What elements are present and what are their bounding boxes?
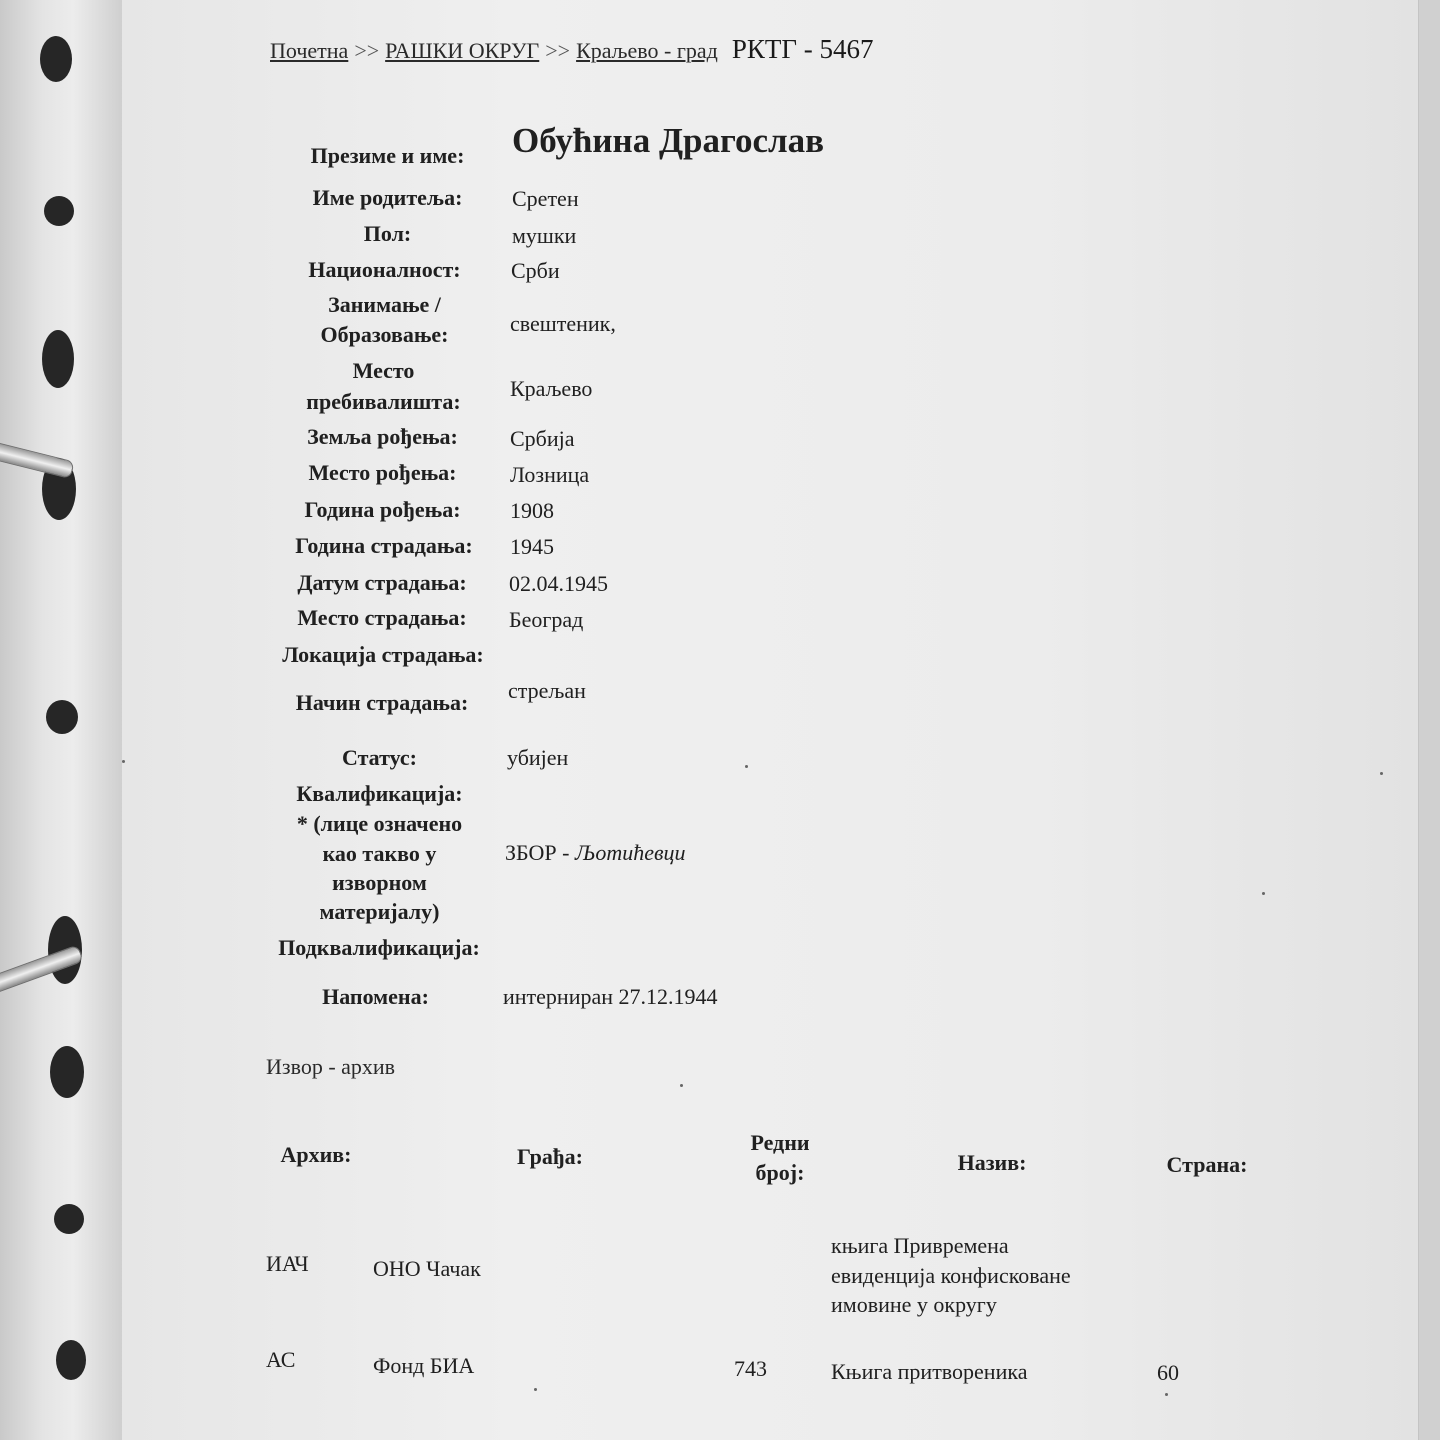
qualification-label-line5: материјалу): [319, 899, 440, 924]
birth-year-label: Година рођења:: [304, 497, 461, 522]
dust-speck: [680, 1084, 683, 1087]
qualification-label-line1: Квалификација:: [296, 781, 463, 806]
breadcrumb-separator: >>: [545, 38, 571, 63]
table-cell-archive: АС: [266, 1347, 296, 1372]
source-section-title: Извор - архив: [266, 1054, 396, 1079]
residence-value: Краљево: [510, 376, 593, 401]
status-label: Статус:: [341, 745, 418, 770]
breadcrumb: [270, 34, 873, 65]
parent-value: Сретен: [512, 186, 579, 211]
qualification-label-line3: као такво у: [322, 841, 437, 866]
punch-hole: [50, 1046, 84, 1098]
qualification-organisation: ЗБОР -: [505, 840, 575, 865]
residence-label-line2: пребивалишта:: [306, 389, 461, 414]
table-cell-name-line1: књига Привремена: [831, 1233, 1009, 1258]
surname-name-label: Презиме и име:: [310, 143, 465, 168]
dust-speck: [1380, 772, 1383, 775]
note-label: Напомена:: [322, 984, 429, 1009]
death-year-value: 1945: [510, 534, 554, 559]
column-header-page: Страна:: [1166, 1152, 1248, 1177]
dust-speck: [122, 760, 125, 763]
table-cell-name-line1: Књига притвореника: [831, 1359, 1028, 1384]
qualification-label-line2: * (лице означено: [296, 811, 463, 836]
record-code: РКТГ - 5467: [731, 34, 874, 64]
birth-country-label: Земља рођења:: [307, 424, 458, 449]
death-date-value: 02.04.1945: [509, 571, 608, 596]
death-manner-label: Начин страдања:: [295, 690, 469, 715]
punch-hole: [54, 1204, 84, 1234]
table-cell-name-line3: имовине у округу: [831, 1292, 997, 1317]
breadcrumb-home-link[interactable]: Почетна: [270, 38, 349, 63]
next-sheet-edge: [1418, 0, 1440, 1440]
birth-place-value: Лозница: [510, 462, 590, 487]
status-value: убијен: [507, 745, 569, 770]
death-place-label: Место страдања:: [297, 605, 467, 630]
nationality-label: Националност:: [308, 257, 461, 282]
column-header-ordinal-line2: број:: [755, 1160, 805, 1185]
column-header-archive: Архив:: [280, 1142, 352, 1167]
sex-value: мушки: [512, 223, 577, 248]
qualification-group: Љотићевци: [574, 840, 686, 865]
occupation-label-line1: Занимање /: [328, 292, 441, 317]
dust-speck: [745, 765, 748, 768]
subqualification-label: Подквалификација:: [278, 935, 480, 960]
table-cell-material: Фонд БИА: [373, 1353, 475, 1378]
table-cell-name-line2: евиденција конфисковане: [831, 1263, 1071, 1288]
surname-name-value: Обућина Драгослав: [512, 121, 825, 160]
residence-label-line1: Место: [352, 358, 415, 383]
note-value: интерниран 27.12.1944: [503, 984, 718, 1009]
paper-sheet: [122, 0, 1422, 1440]
death-location-label: Локација страдања:: [282, 642, 484, 667]
qualification-value: [505, 838, 686, 868]
column-header-ordinal-line1: Редни: [750, 1130, 810, 1155]
breadcrumb-municipality-link[interactable]: Краљево - град: [576, 38, 718, 63]
binder-sleeve-strip: [0, 0, 123, 1440]
table-cell-ordinal: 743: [734, 1356, 767, 1381]
breadcrumb-separator: >>: [354, 38, 380, 63]
punch-hole: [42, 330, 74, 388]
breadcrumb-district-link[interactable]: РАШКИ ОКРУГ: [385, 38, 540, 63]
occupation-label-line2: Образовање:: [320, 322, 449, 347]
birth-country-value: Србија: [510, 426, 575, 451]
death-date-label: Датум страдања:: [297, 570, 467, 595]
birth-place-label: Место рођења:: [308, 460, 457, 485]
binder-ring: [0, 439, 75, 479]
death-manner-value: стрељан: [508, 678, 586, 703]
parent-label: Име родитеља:: [312, 185, 463, 210]
table-cell-page: 60: [1157, 1360, 1179, 1385]
dust-speck: [534, 1388, 537, 1391]
dust-speck: [1165, 1393, 1168, 1396]
nationality-value: Срби: [511, 258, 560, 283]
death-year-label: Година страдања:: [295, 533, 473, 558]
birth-year-value: 1908: [510, 498, 554, 523]
dust-speck: [1262, 892, 1265, 895]
occupation-value: свештеник,: [510, 311, 616, 336]
punch-hole: [46, 700, 78, 734]
punch-hole: [40, 36, 72, 82]
qualification-label-line4: изворном: [332, 870, 427, 895]
table-cell-material: ОНО Чачак: [373, 1256, 481, 1281]
punch-hole: [56, 1340, 86, 1380]
column-header-name: Назив:: [957, 1150, 1027, 1175]
column-header-material: Грађа:: [517, 1144, 583, 1169]
death-place-value: Београд: [509, 607, 584, 632]
table-cell-archive: ИАЧ: [266, 1251, 309, 1276]
sex-label: Пол:: [363, 221, 412, 246]
punch-hole: [44, 196, 74, 226]
